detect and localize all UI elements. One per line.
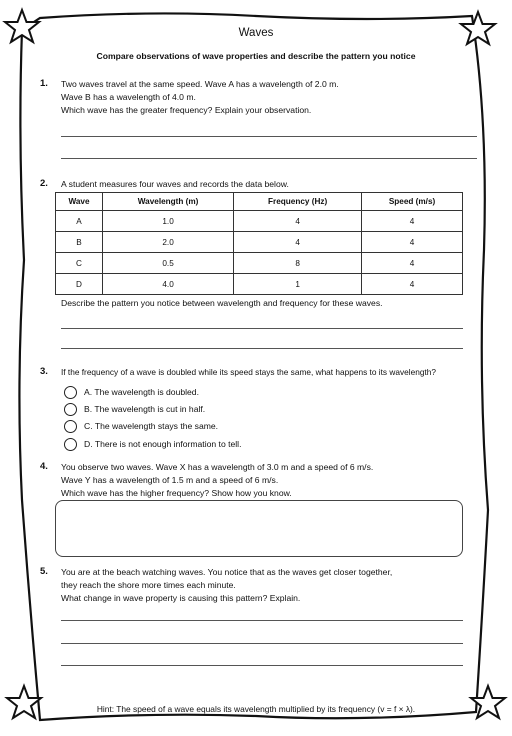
wave-data-table [55,192,463,295]
table-header-row [56,193,463,211]
answer-line[interactable] [61,136,477,137]
option-b-label: B. The wavelength is cut in half. [84,404,206,414]
question-4-text [61,461,373,500]
table-row [56,232,463,253]
table-header-cell: Wave [56,193,103,211]
question-2-prompt: Describe the pattern you notice between wavelength and frequency for these waves. [61,298,383,308]
answer-line[interactable] [61,348,463,349]
table-header-cell: Wavelength (m) [103,193,234,211]
answer-box[interactable] [55,500,463,557]
table-row [56,253,463,274]
page-title: Waves [238,27,274,39]
question-4-line: Which wave has the higher frequency? Show how you know. [61,488,292,498]
table-cell: 4 [234,211,362,232]
table-cell: C [56,253,103,274]
answer-line[interactable] [61,158,477,159]
question-1-line: Wave B has a wavelength of 4.0 m. [61,92,196,102]
table-cell: 4 [362,232,463,253]
question-2-number: 2. [40,178,48,189]
question-5-line: they reach the shore more times each minute. [61,580,236,590]
answer-line[interactable] [61,328,463,329]
table-cell: B [56,232,103,253]
question-1-line: Two waves travel at the same speed. Wave A has a wavelength of 2.0 m. [61,79,339,89]
question-5-line: What change in wave property is causing this pattern? Explain. [61,593,301,603]
question-4-line: You observe two waves. Wave X has a wavelength of 3.0 m and a speed of 6 m/s. [61,462,374,472]
table-cell: 4 [234,232,362,253]
question-1-text [61,78,339,117]
table-cell: 8 [234,253,362,274]
question-1-number: 1. [40,78,48,89]
answer-line[interactable] [61,643,463,644]
hint-text: Hint: The speed of a wave equals its wavelength multiplied by its frequency (v = f × λ). [96,704,416,714]
table-cell: 2.0 [103,232,234,253]
table-header-cell: Frequency (Hz) [234,193,362,211]
table-cell: 1.0 [103,211,234,232]
option-a-label: A. The wavelength is doubled. [84,387,199,397]
table-cell: 1 [234,274,362,295]
table-cell: 4 [362,274,463,295]
table-row [56,211,463,232]
question-4-line: Wave Y has a wavelength of 1.5 m and a speed of 6 m/s. [61,475,279,485]
question-3-number: 3. [40,366,48,377]
question-5-text [61,566,392,605]
question-5-number: 5. [40,566,48,577]
table-cell: D [56,274,103,295]
table-cell: 4 [362,211,463,232]
option-c-label: C. The wavelength stays the same. [84,421,219,431]
option-d-label: D. There is not enough information to tell. [84,439,242,449]
table-cell: 0.5 [103,253,234,274]
question-2-intro: A student measures four waves and records the data below. [61,179,289,189]
table-cell: 4 [362,253,463,274]
radio-option-b[interactable] [64,403,77,416]
table-header-cell: Speed (m/s) [362,193,463,211]
answer-line[interactable] [61,620,463,621]
radio-option-c[interactable] [64,420,77,433]
radio-option-a[interactable] [64,386,77,399]
question-3-text: If the frequency of a wave is doubled while its speed stays the same, what happens to its wavelength? [61,367,436,377]
table-row [56,274,463,295]
table-cell: 4.0 [103,274,234,295]
page-subtitle: Compare observations of wave properties and describe the pattern you notice [96,51,416,61]
question-1-line: Which wave has the greater frequency? Explain your observation. [61,105,312,115]
radio-option-d[interactable] [64,438,77,451]
answer-line[interactable] [61,665,463,666]
question-5-line: You are at the beach watching waves. You notice that as the waves get closer together, [61,567,393,577]
question-4-number: 4. [40,461,48,472]
table-cell: A [56,211,103,232]
